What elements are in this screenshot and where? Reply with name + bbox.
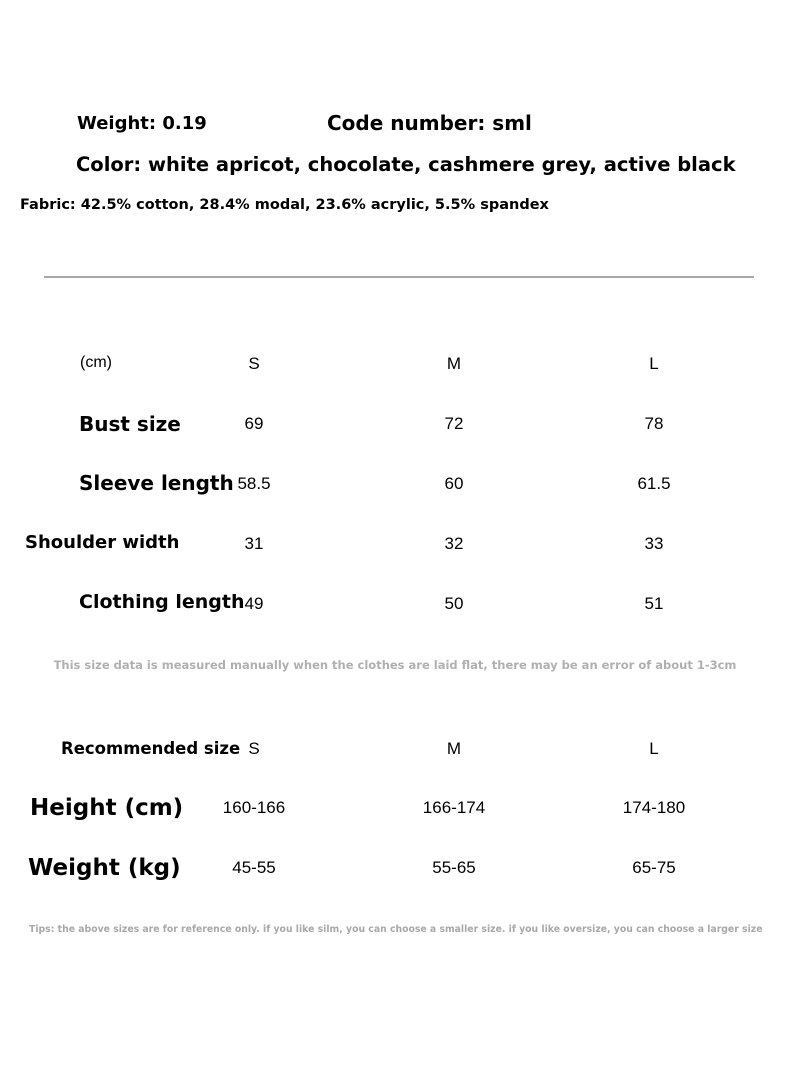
table-cell: 58.5 (237, 474, 271, 493)
column-header-l: L (649, 354, 659, 373)
column-header-m: M (446, 739, 462, 758)
column-header-l: L (649, 739, 659, 758)
table-cell: 49 (244, 594, 264, 613)
table-cell: 61.5 (637, 474, 671, 493)
table-cell: 51 (644, 594, 664, 613)
code-number: Code number: sml (327, 111, 532, 135)
table-cell: 50 (444, 594, 464, 613)
table-cell: 160-166 (222, 798, 286, 817)
row-label-shoulder: Shoulder width (25, 532, 180, 553)
table-cell: 78 (644, 414, 664, 433)
unit-label: (cm) (80, 354, 112, 371)
row-label-clothing: Clothing length (79, 591, 245, 613)
table-cell: 69 (244, 414, 264, 433)
weight-info: Weight: 0.19 (77, 113, 207, 134)
table-cell: 166-174 (422, 798, 486, 817)
row-label-bust: Bust size (79, 412, 181, 436)
row-label-height: Height (cm) (30, 795, 184, 821)
row-label-weight: Weight (kg) (28, 855, 181, 881)
column-header-s: S (248, 354, 260, 373)
measurement-note: This size data is measured manually when the clothes are laid flat, there may be an error of about 1-3cm (53, 658, 737, 672)
section-divider (44, 276, 754, 278)
size-tips: Tips: the above sizes are for reference only. if you like silm, you can choose a smaller size. if you like oversize, you can choose a larger size (29, 924, 763, 935)
table-cell: 65-75 (632, 858, 676, 877)
table-cell: 72 (444, 414, 464, 433)
row-label-sleeve: Sleeve length (79, 471, 234, 495)
table-cell: 174-180 (622, 798, 686, 817)
table-cell: 45-55 (232, 858, 276, 877)
table-cell: 33 (644, 534, 664, 553)
table-cell: 31 (244, 534, 264, 553)
column-header-m: M (446, 354, 462, 373)
column-header-s: S (248, 739, 260, 758)
table-cell: 32 (444, 534, 464, 553)
table-cell: 60 (444, 474, 464, 493)
table-cell: 55-65 (432, 858, 476, 877)
recommended-size-label: Recommended size (61, 739, 241, 758)
color-info: Color: white apricot, chocolate, cashmere grey, active black (76, 153, 736, 176)
fabric-info: Fabric: 42.5% cotton, 28.4% modal, 23.6% acrylic, 5.5% spandex (20, 197, 549, 213)
